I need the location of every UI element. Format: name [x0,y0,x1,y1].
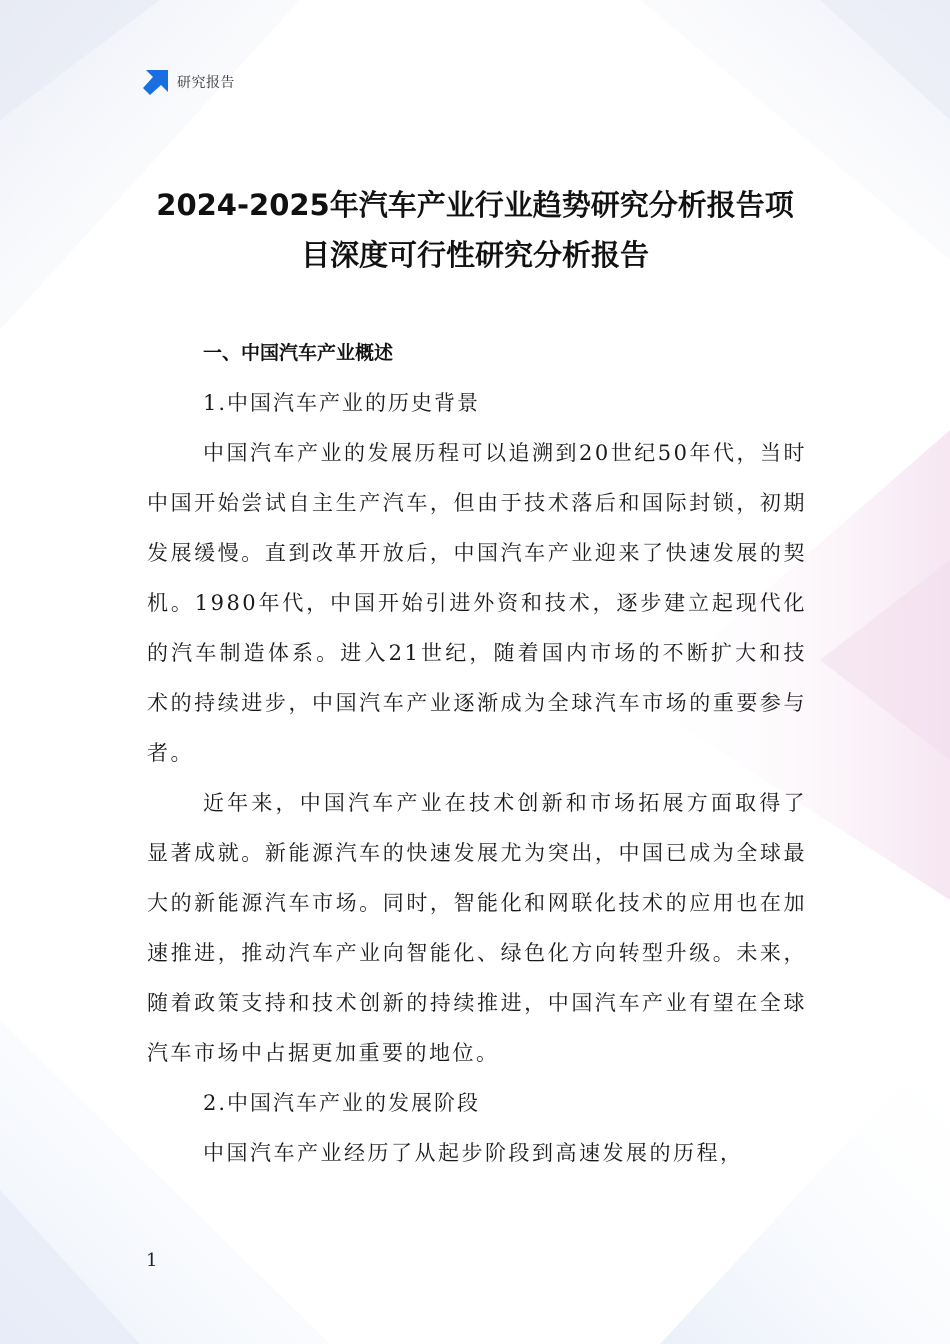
section-heading: 一、中国汽车产业概述 [203,342,394,364]
sub-heading: 2.中国汽车产业的发展阶段 [203,1091,481,1115]
arrow-up-right-icon [143,68,170,95]
page-number: 1 [146,1250,158,1271]
paragraph: 中国汽车产业的发展历程可以追溯到20世纪50年代，当时中国开始尝试自主生产汽车，但由于技术落后和国际封锁，初期发展缓慢。直到改革开放后，中国汽车产业迎来了快速发展的契机。1980年代，中国开始引进外资和技术，逐步建立起现代化的汽车制造体系。进入21世纪，随着国内市场的不断扩大和技术的持续进步，中国汽车产业逐渐成为全球汽车市场的重要参与者。 [147,441,807,765]
paragraph: 近年来，中国汽车产业在技术创新和市场拓展方面取得了显著成就。新能源汽车的快速发展尤为突出，中国已成为全球最大的新能源汽车市场。同时，智能化和网联化技术的应用也在加速推进，推动汽车产业向智能化、绿色化方向转型升级。未来，随着政策支持和技术创新的持续推进，中国汽车产业有望在全球汽车市场中占据更加重要的地位。 [147,791,807,1065]
sub-heading: 1.中国汽车产业的历史背景 [203,391,481,415]
brand-label: 研究报告 [177,74,235,91]
document-title [120,180,830,280]
document-body [147,328,807,1178]
paragraph: 中国汽车产业经历了从起步阶段到高速发展的历程， [203,1141,744,1165]
title-line-1: 2024-2025年汽车产业行业趋势研究分析报告项 [156,188,794,222]
brand-header [143,68,235,95]
title-line-2: 目深度可行性研究分析报告 [300,238,649,272]
